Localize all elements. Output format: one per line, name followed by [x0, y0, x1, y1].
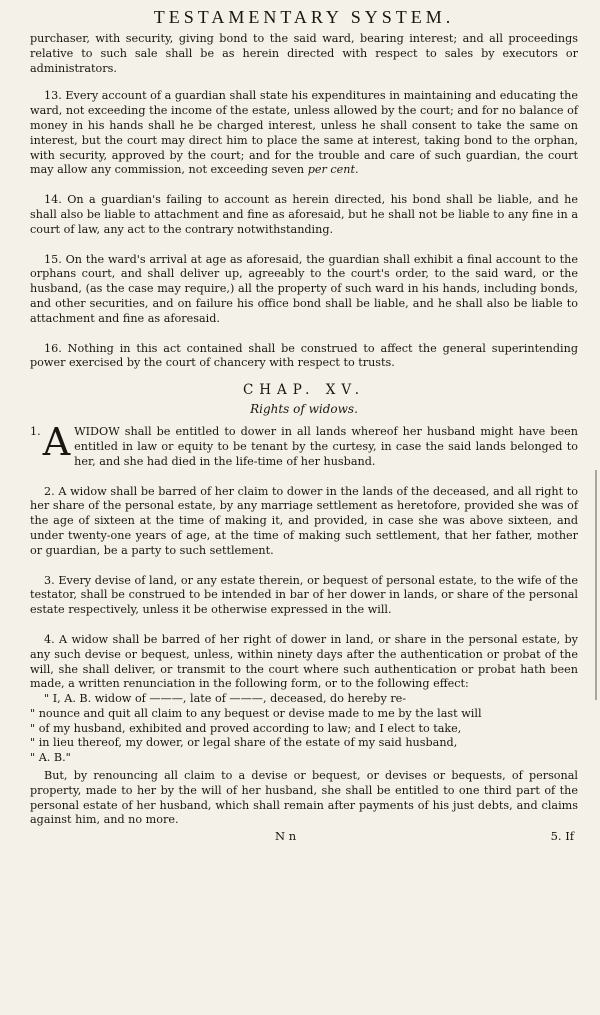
section-14-paragraph: 14. On a guardian's failing to account as herein directed, his bond shall be liable, and he shall also be liable to attachment and fine as aforesaid, but he shall not be liable to any fine in a court of law, any act to the contrary notwithstanding.	[30, 193, 578, 236]
chapter-section-3-paragraph: 3. Every devise of land, or any estate therein, or bequest of personal estate, to the wife of the testator, shall be construed to be intended in bar of her dower in lands, or share of the personal estate respectively, unless it be otherwise expressed in the will.	[30, 573, 578, 617]
drop-cap: A	[42, 420, 71, 465]
section-1-number: 1.	[30, 425, 41, 439]
chapter-section-4-paragraph: 4. A widow shall be barred of her right of dower in land, or share in the personal estate, by any such devise or bequest, unless, within ninety days after the authentication or probat of the will, she shall deliver, or transmit to the court where such authentication or probat hath been made, a written renunciation in the following form, or to the following effect:	[30, 632, 578, 691]
renunciation-line-3: " of my husband, exhibited and proved according to law; and I elect to take,	[30, 721, 462, 735]
intro-paragraph: purchaser, with security, giving bond to the said ward, bearing interest; and all proceedings relative to such sale shall be as herein directed with respect to sales by executors or administrators.	[30, 32, 578, 75]
section-13-paragraph	[30, 89, 578, 178]
chapter-section-4-continuation: But, by renouncing all claim to a devise or bequest, or devises or bequests, of personal property, made to her by the will of her husband, she shall be entitled to one third part of the personal estate of her husband, which shall remain after payments of his just debts, and claims against him, and no more.	[30, 769, 578, 827]
chapter-subtitle: Rights of widows.	[250, 402, 358, 417]
renunciation-line-4: " in lieu thereof, my dower, or legal share of the estate of my said husband,	[30, 736, 458, 750]
section-13-text: 13. Every account of a guardian shall state his expenditures in maintaining and educating the ward, not exceeding the income of the estate, unless allowed by the court; and for no balance of money in his hands shall he be charged interest, unless he shall consent to take the same on interest, but the court may direct him to place the same at interest, taking bond to the orphan, with security, approved by the court; and for the trouble and care of such guardian, the court may allow any commission, not exceeding seven	[30, 89, 578, 177]
signature-mark: N n	[275, 829, 297, 844]
chapter-section-1-paragraph	[30, 420, 578, 469]
margin-rule	[595, 470, 597, 700]
chapter-section-2-paragraph: 2. A widow shall be barred of her claim to dower in the lands of the deceased, and all right to her share of the personal estate, by any marriage settlement as heretofore, provided she was of the age of sixteen at the time of making it, and provided, in case she was above sixteen, and under twenty-one years of age, at the time of making such settlement, that her father, mother or guardian, be a party to such settlement.	[30, 484, 578, 557]
section-1-text: WIDOW shall be entitled to dower in all lands whereof her husband might have been entitled in law or equity to be tenant by the curtesy, in case the said lands belonged to her, and she had died in the life-time of her husband.	[74, 425, 578, 468]
section-15-paragraph: 15. On the ward's arrival at age as aforesaid, the guardian shall exhibit a final account to the orphans court, and shall deliver up, agreeably to the court's order, to the said ward, or the husband, (as the case may require,) all the property of such ward in his hands, including bonds, and other securities, and on failure his office bond shall be liable, and he shall also be liable to attachment and fine as aforesaid.	[30, 252, 578, 325]
page-header: TESTAMENTARY SYSTEM.	[153, 7, 455, 27]
renunciation-line-5: " A. B."	[30, 751, 71, 765]
renunciation-line-2: " nounce and quit all claim to any bequest or devise made to me by the last will	[30, 706, 482, 720]
section-16-paragraph: 16. Nothing in this act contained shall be construed to affect the general superintending power exercised by the court of chancery with respect to trusts.	[30, 341, 578, 370]
page-footer	[30, 829, 578, 847]
catchword: 5. If	[550, 829, 574, 844]
section-13-italic: per cent.	[307, 163, 359, 177]
chapter-heading: CHAP. XV.	[242, 382, 366, 399]
renunciation-line-1: " I, A. B. widow of ———, late of ———, deceased, do hereby re-	[44, 692, 407, 706]
